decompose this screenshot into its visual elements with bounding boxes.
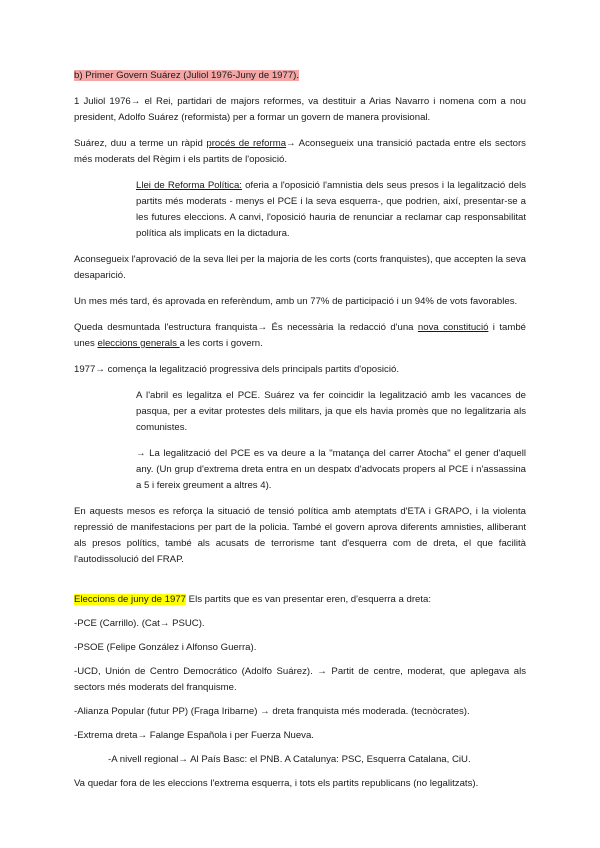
paragraph-new-constitution [74, 320, 526, 352]
underlined-general-elections: eleccions generals [97, 338, 180, 349]
underlined-political-reform-law: Llei de Reforma Política: [136, 180, 242, 191]
party-item-psoe: -PSOE (Felipe González i Alfonso Guerra). [74, 642, 257, 653]
paragraph-reform-process [74, 136, 526, 168]
party-item-far-right: -Extrema dreta→ Falange Española i per Fuerza Nueva. [74, 730, 314, 741]
paragraph-1977-legalization: 1977→ comença la legalització progressiva dels principals partits d'oposició. [74, 364, 399, 375]
party-item-ucd: -UCD, Unión de Centro Democrático (Adolfo Suárez). → Partit de centre, moderat, que aplegava als sectors més moderats del franquisme. [74, 666, 526, 693]
text: → Aconsegueix una transició pactada entre els sectors més moderats del Règim i els partits de l'oposició. [74, 138, 526, 165]
party-item-ap: -Alianza Popular (futur PP) (Fraga Iribarne) → dreta franquista més moderada. (tecnòcrates). [74, 706, 470, 717]
underlined-reform-process: procés de reforma [206, 138, 287, 149]
section-heading-text: b) Primer Govern Suárez (Juliol 1976-Juny de 1977). [74, 70, 300, 81]
party-item-pce: -PCE (Carrillo). (Cat→ PSUC). [74, 618, 205, 629]
elections-heading: Eleccions de juny de 1977 [74, 594, 187, 605]
paragraph-political-tension: En aquests mesos es reforça la situació de tensió política amb atemptats d'ETA i GRAPO, i la violenta repressió de manifestacions per part de la policia. També el govern aprova diferents amnisties, alliberant als presos polítics, també als acusats de terrorisme tant d'esquerra com de dreta, el que facilità l'autodissolució del FRAP. [74, 506, 526, 565]
paragraph-law-approval: Aconsegueix l'aprovació de la seva llei per la majoria de les corts (corts franquistes), que accepten la seva desaparició. [74, 254, 526, 281]
document-body [74, 68, 526, 802]
text: Suárez, duu a terme un ràpid [74, 138, 207, 149]
text: i també unes [74, 322, 526, 349]
text: a les corts i govern. [179, 338, 263, 349]
paragraph-pce-legalized: A l'abril es legalitza el PCE. Suárez va fer coincidir la legalització amb les vacances de pasqua, per a evitar protestes dels militars, ja que els havia promès que no legalitzaria als comunistes. [136, 390, 526, 433]
paragraph-atocha: → La legalització del PCE es va deure a la "matança del carrer Atocha" el gener d'aquell any. (Un grup d'extrema dreta entra en un despatx d'advocats propers al PCE i n'assassina a 5 i fereix greument a altres 4). [136, 448, 526, 491]
paragraph-political-reform-law [136, 178, 526, 242]
paragraph-referendum: Un mes més tard, és aprovada en referèndum, amb un 77% de participació i un 94% de vots favorables. [74, 296, 518, 307]
paragraph-july-1976: 1 Juliol 1976→ el Rei, partidari de majors reformes, va destituir a Arias Navarro i nomena com a nou president, Adolfo Suárez (reformista) per a formar un govern de manera provisional. [74, 96, 526, 123]
section-heading [74, 68, 526, 84]
paragraph-excluded-parties: Va quedar fora de les eleccions l'extrema esquerra, i tots els partits republicans (no legalitzats). [74, 778, 479, 789]
paragraph-elections-intro [74, 592, 526, 608]
party-item-regional: -A nivell regional→ Al País Basc: el PNB. A Catalunya: PSC, Esquerra Catalana, CiU. [108, 754, 471, 765]
text: oferia a l'oposició l'amnistia dels seus presos i la legalització dels partits més moderats - menys el PCE i la seva esquerra-, que podrien, així, presentar-se a les futures eleccions. A canvi, l'oposició hauria de renunciar a reclamar cap responsabilitat política als implicats en la dictadura. [136, 180, 527, 239]
text: Els partits que es van presentar eren, d'esquerra a dreta: [186, 594, 432, 605]
spacer [74, 578, 526, 592]
underlined-new-constitution: nova constitució [417, 322, 489, 333]
text: Queda desmuntada l'estructura franquista→ És necessària la redacció d'una [74, 322, 418, 333]
